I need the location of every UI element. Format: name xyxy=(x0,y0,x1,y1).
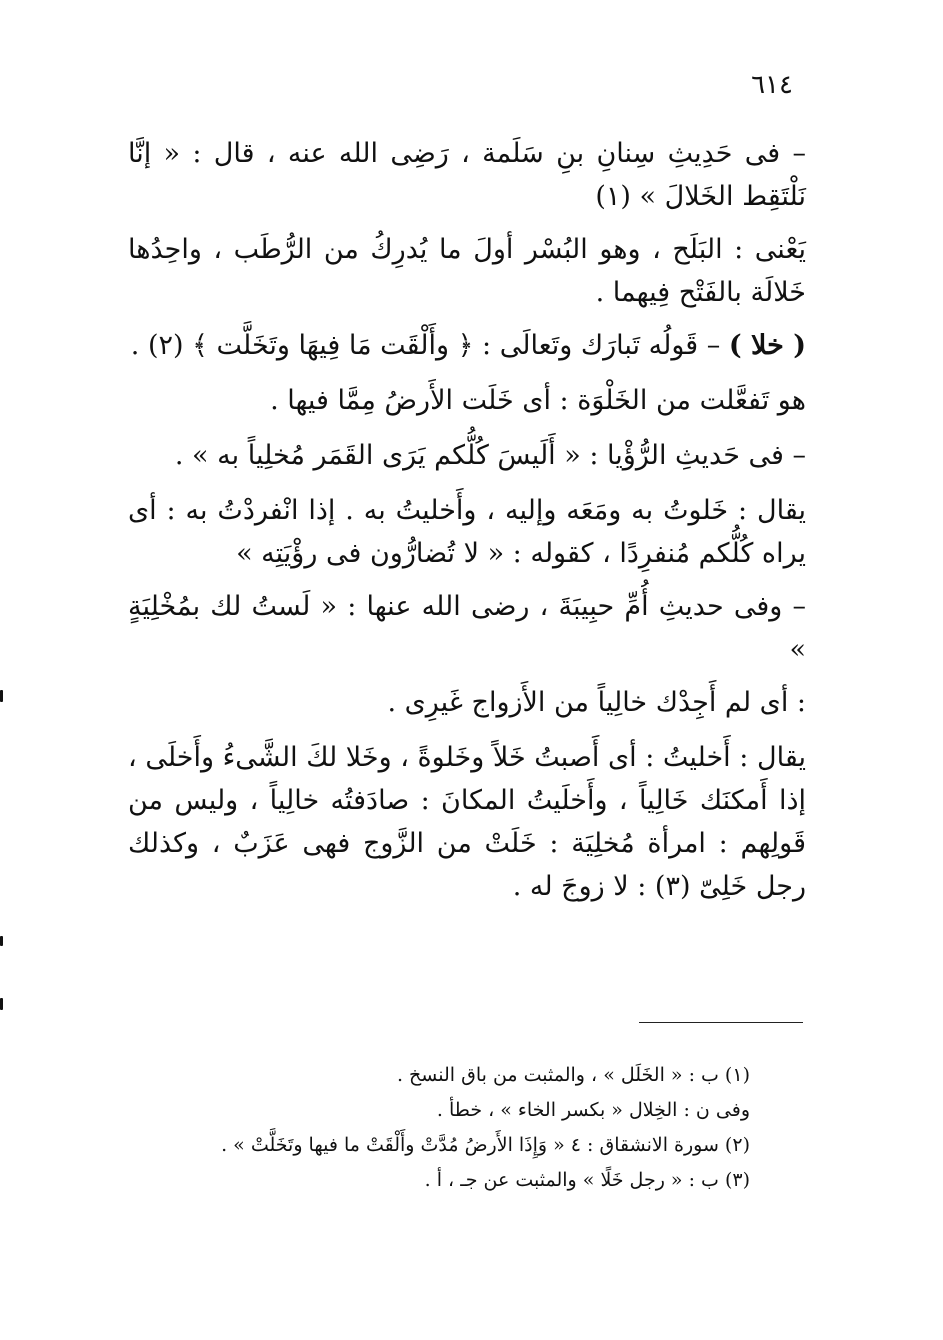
entry-headword: ( خلا ) xyxy=(728,330,806,361)
paragraph-5: – فى حَديثِ الرُّؤْيا : « أَلَيسَ كُلُّكم يَرَى القَمَر مُخلِياً به » . xyxy=(174,440,806,471)
scan-margin-mark xyxy=(0,690,3,702)
paragraph-6: يقال : خَلوتُ به ومَعَه وإليه ، وأَخليتُ به . إذا انْفردْتُ به : أى يراه كُلُّكم مُنفرِدًا ، كقوله : « لا تُضارُّون فى رؤْيَتِه » xyxy=(128,495,806,569)
scan-margin-mark xyxy=(0,998,3,1010)
paragraph-2: يَعْنى : البَلَح ، وهو البُسْر أولَ ما يُدرِكُ من الرُّطَب ، واحِدُها خَلالَة بالفَتْح فِيهما . xyxy=(128,234,806,308)
footnote-3: (٣) ب : « رجل خَلًا » والمثبت عن جـ ، أ . xyxy=(424,1169,750,1191)
footnotes xyxy=(150,1058,750,1198)
paragraph-1: – فى حَدِيثِ سِنانِ بنِ سَلَمة ، رَضِى الله عنه ، قال : « إنَّا نَلْتَقِط الخَلالَ » (١) xyxy=(128,138,806,212)
paragraph-9: يقال : أَخليتُ : أى أَصبتُ خَلاً وخَلوةً ، وخَلا لكَ الشَّىءُ وأَخلَى ، إذا أَمكنَك خَالِياً ، وأَخلَيتُ المكانَ : صادَفتُه خالِياً ، وليس من قَولِهم : امرأة مُخلِيَة : خَلَتْ من الزَّوج فهى عَزَبٌ ، وكذلك رجل خَلِىّ (٣) : لا زوجَ له . xyxy=(128,742,806,902)
footnote-separator xyxy=(639,1022,803,1023)
footnote-1: (١) ب : « الخَلَل » ، والمثبت من باق النسخ . xyxy=(396,1064,750,1086)
entry-khala-text: – قَولُه تَبارَك وتَعالَى : ﴿ وأَلْقَت مَا فِيهَا وتَخَلَّت ﴾ (٢) . xyxy=(130,330,729,361)
entry-khala xyxy=(128,324,806,367)
footnote-2: (٢) سورة الانشقاق : ٤ « وَإِذَا الأَرضُ مُدَّتْ وأَلْقَتْ ما فيها وتَخَلَّتْ » . xyxy=(221,1134,750,1156)
paragraph-4: هو تَفعَّلت من الخَلْوَة : أى خَلَت الأَرضُ مِمَّا فيها . xyxy=(270,385,806,416)
footnote-1-continued: وفى ن : الخِلال « بكسر الخاء » ، خطأ . xyxy=(436,1099,750,1121)
paragraph-8: : أى لم أَجِدْك خالِياً من الأَزواج غَيرِى . xyxy=(387,687,806,718)
paragraph-7: – وفى حديثِ أُمِّ حبِيبَةَ ، رضى الله عنها : « لَستُ لك بمُخْلِيَةٍ » xyxy=(128,591,806,665)
main-text xyxy=(128,132,806,918)
scan-margin-mark xyxy=(0,936,3,946)
page-number: ٦١٤ xyxy=(751,70,793,100)
